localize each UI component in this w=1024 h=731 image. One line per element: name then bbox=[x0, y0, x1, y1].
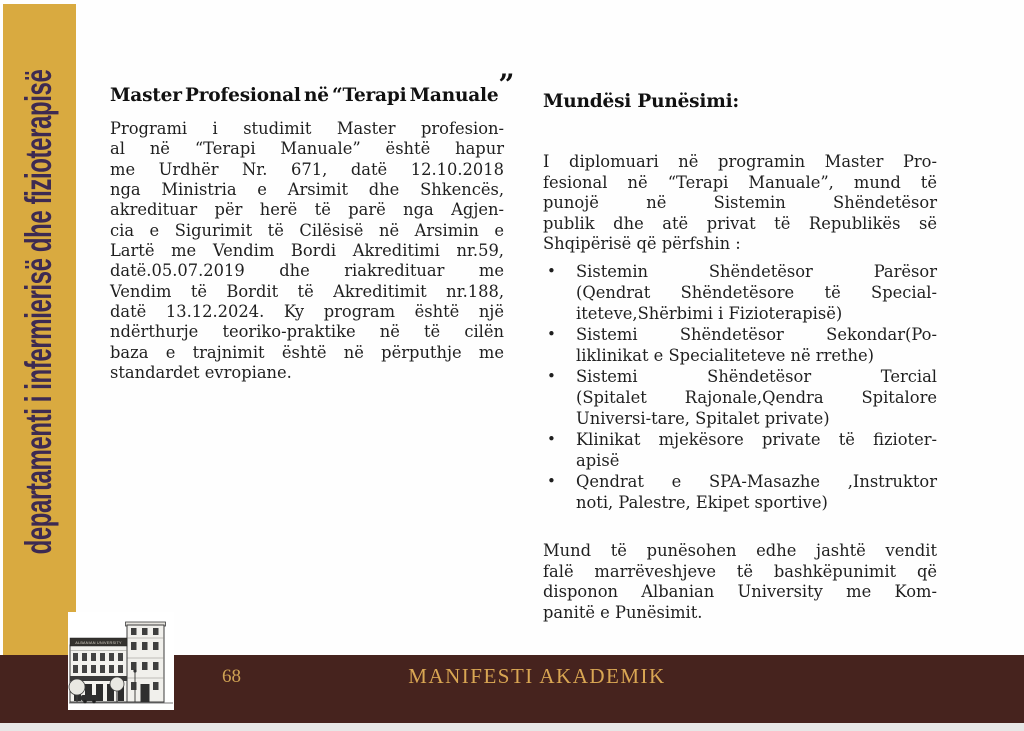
text-line: datë.05.07.2019 dhe riakredituar me bbox=[110, 261, 504, 281]
bullet-text bbox=[576, 324, 937, 366]
bullet-dot-icon: • bbox=[547, 430, 556, 448]
text-line: Qendrat e SPA-Masazhe ,Instruktor bbox=[576, 472, 937, 491]
program-heading-text: Master Profesional në “Terapi Manuale bbox=[110, 85, 499, 106]
bullet-item bbox=[543, 324, 937, 366]
building-engraving-svg bbox=[68, 612, 174, 710]
employment-heading: Mundësi Punësimi: bbox=[543, 91, 740, 112]
heading-closing-quote: ” bbox=[498, 68, 515, 101]
text-line: panitë e Punësimit. bbox=[543, 602, 703, 622]
text-line: Klinikat mjekësore private të fizioter- bbox=[576, 430, 937, 449]
text-line: Shqipërisë që përfshin : bbox=[543, 234, 741, 254]
text-line: Mund të punësohen edhe jashtë vendit bbox=[543, 541, 937, 560]
bullet-text bbox=[576, 471, 937, 513]
text-line: (Spitalet Rajonale,Qendra Spitalore bbox=[576, 388, 937, 407]
text-line: I diplomuari në programin Master Pro- bbox=[543, 152, 937, 171]
text-line: Sistemi Shëndetësor Tercial bbox=[576, 367, 937, 386]
employment-outro-paragraph bbox=[543, 541, 937, 623]
text-line: ndërthurje teoriko-praktike në të cilën bbox=[110, 322, 504, 342]
bullet-item bbox=[543, 261, 937, 324]
bullet-text bbox=[576, 429, 937, 471]
bullet-text bbox=[576, 261, 937, 324]
text-line: liklinikat e Specialiteteve në rrethe) bbox=[576, 346, 875, 365]
text-line: cia e Sigurimit të Cilësisë në Arsimin e bbox=[110, 220, 504, 240]
text-line: baza e trajnimit është në përputhje me bbox=[110, 342, 504, 362]
bullet-dot-icon: • bbox=[547, 472, 556, 490]
text-line: noti, Palestre, Ekipet sportive) bbox=[576, 493, 828, 512]
text-line: nga Ministria e Arsimit dhe Shkencës, bbox=[110, 180, 504, 200]
text-line: al në “Terapi Manuale” është hapur bbox=[110, 139, 504, 159]
bullet-item bbox=[543, 471, 937, 513]
text-line: punojë në Sistemin Shëndetësor bbox=[543, 193, 937, 213]
employment-column bbox=[543, 90, 937, 622]
bullet-item bbox=[543, 366, 937, 429]
text-line: datë 13.12.2024. Ky program është një bbox=[110, 302, 504, 322]
text-line: Sistemi Shëndetësor Sekondar(Po- bbox=[576, 325, 937, 344]
text-line: akredituar për herë të parë nga Agjen- bbox=[110, 200, 504, 220]
text-line: falë marrëveshjeve të bashkëpunimit që bbox=[543, 561, 937, 581]
text-line: standardet evropiane. bbox=[110, 363, 292, 383]
program-description-paragraph bbox=[110, 119, 504, 383]
text-line: iteteve,Shërbimi i Fizioterapisë) bbox=[576, 304, 843, 323]
text-line: me Urdhër Nr. 671, datë 12.10.2018 bbox=[110, 159, 504, 179]
text-line: fesional në “Terapi Manuale”, mund të bbox=[543, 172, 937, 192]
university-building-illustration bbox=[68, 612, 174, 710]
text-line: Lartë me Vendim Bordi Akreditimi nr.59, bbox=[110, 241, 504, 261]
program-heading bbox=[110, 68, 515, 108]
bullet-item bbox=[543, 429, 937, 471]
text-line: Vendim të Bordit të Akreditimit nr.188, bbox=[110, 281, 504, 301]
employment-bullet-list bbox=[543, 261, 937, 513]
page-number: 68 bbox=[222, 666, 241, 687]
building-sign-text: ALBANIAN UNIVERSITY bbox=[75, 641, 122, 645]
text-line: (Qendrat Shëndetësore të Special- bbox=[576, 283, 937, 302]
text-line: Programi i studimit Master profesion- bbox=[110, 119, 504, 138]
bottom-edge-strip bbox=[0, 723, 1024, 731]
department-vertical-title: departamenti i infermierisë dhe fizioterapisë bbox=[17, 69, 60, 555]
text-line: publik dhe atë privat të Republikës së bbox=[543, 213, 937, 233]
text-line: disponon Albanian University me Kom- bbox=[543, 582, 937, 602]
bullet-dot-icon: • bbox=[547, 325, 556, 343]
text-line: Sistemin Shëndetësor Parësor bbox=[576, 262, 937, 281]
text-line: Universi-tare, Spitalet private) bbox=[576, 409, 830, 428]
department-sidebar bbox=[3, 4, 76, 655]
bullet-text bbox=[576, 366, 937, 429]
text-line: apisë bbox=[576, 451, 620, 470]
footer-title: MANIFESTI AKADEMIK bbox=[408, 664, 666, 688]
employment-intro-paragraph bbox=[543, 152, 937, 255]
bullet-dot-icon: • bbox=[547, 262, 556, 280]
program-column bbox=[110, 68, 515, 383]
bullet-dot-icon: • bbox=[547, 367, 556, 385]
